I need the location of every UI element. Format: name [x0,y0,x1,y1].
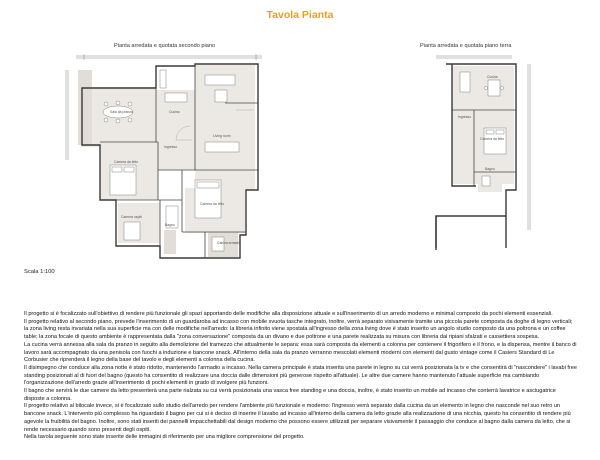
gf-room-label-bathroom: Bagno [485,167,495,171]
room-label-kitchen: Cucina [169,110,180,114]
description-paragraph: Il progetto relativo al secondo piano, prevede l'inserimento di un guardaroba ad incasso con mobile svuota tasche integrato, inoltre, verrà separato visivamente tramite una piccola parete composta da doghe di legno verticali; la zona living resta invariata nella sua superficie ma con delle modifiche nell'arredo: la libreria infinito viene spostata all'ingresso della zona living dove è stato inserito un angolo studio composto da una poltrona e un coffee table; la zona focale di questo ambiente è rappresentata dalla "zona conversazione" composta da un divano e due poltrone e una parete realizzata su misura con libreria dai ripiani sfalzati e cassettiera sospesa. [24,318,573,341]
gf-room-label-entrance: Ingresso [458,115,472,119]
gf-room-label-kitchen: Cucina [487,75,498,79]
gf-room-label-bedroom: Camera da letto [480,137,505,141]
room-label-bedroom-2: Camera da letto [200,202,225,206]
room-label-bathroom: Bagno [165,223,175,227]
description-paragraph: La cucina verrà annessa alla sala da pranzo in seguito alla demolizione del tramezzo che attualmente le separa: essa sarà composta da elementi a colonna per contenere il frigorifero e il frono, e la dispensa, mentre il banco di lavoro sarà accompagnato da una penisola con fuochi a induzione e bancone snack. All'interno della sala da pranzo verranno mescolati elementi moderni con elementi dal gusto vintage come il Casiers Standard di Le Corbusier che riprenderà il legno della base del tavolo e degli elementi a colonna della cucina. [24,341,577,364]
description-paragraph: Il progetto si è focalizzato sull'obiettivo di rendere più funzionale gli spazi apportando delle modifiche alla disposizione attuale e sull'inserimento di un arredo moderno e minimal composto da pochi elementi essenziali. [24,311,553,317]
room-label-dining: Sala da pranzo [110,110,133,114]
description-text [24,311,577,442]
description-paragraph: Il disimpegno che conduce alla zona notte è stato ridotto, mantenendo l'armadio a incasso. Nella camera principale è stata inserita una parete in legno su cui verrà posizionata la tv e che consentirà di "nascondere" i lavabi free standing posizionati al di fuori del bagno (questo ha consentito di realizzare una doccia dalle dimensioni più generose rispetto all'attuale). Le altre due camere hanno mantenuto l'attuale superficie ma cambiando l'organizzazione dell'arredo grazie all'inserimento di pochi elementi in grado di svolgere più funzioni. [24,364,577,387]
room-label-guest-room: Camera ospiti [121,215,142,219]
room-label-bedroom: Camera da letto [114,160,139,164]
description-paragraph: Nella tavola seguente sono state inserite delle immagini di riferimento per una migliore comprensione del progetto. [24,434,305,441]
room-label-closet: Cabina armadio [217,241,241,245]
second-floor-plan [60,52,275,262]
caption-ground-floor: Pianta arredata e quotata piano terra [420,43,512,49]
description-paragraph: Il progetto relativo al bilocale invece, si è focalizzato sullo studio dell'arredo per rendere l'ambiente più funzionale e moderno: l'ingresso verrà separato dalla cucina da un elemento in legno che nasconde nel suo retro un bancone snack. L'intervento più complesso ha riguardato il bagno per cui si è deciso di inserire il lavabo ad incasso all'interno della camera da letto grazie alla realizzazione di una nicchia, questo ha consentito di rendere più agevole la fruibilità del bagno. Inoltre, sono stati inseriti dei pannelli impacchettabili dal design moderno che possono essere utilizzati per separare visivamente il passaggio che conduce al bagno dalla camera da letto, che si rende necessario quando sono presenti degli ospiti. [24,403,571,433]
room-label-entrance: Ingresso [164,145,178,149]
scale-label: Scala 1:100 [24,269,55,275]
page-title: Tavola Pianta [266,9,334,21]
ground-floor-plan [425,52,535,252]
caption-second-floor: Pianta arredata e quotata secondo piano [114,43,216,49]
room-label-living: Living room [213,134,231,138]
description-paragraph: Il bagno che servirà le due camere da letto presenterà una parte rialzata su cui verrà posizionata una vasca free standing e una doccia, inoltre, è stato inserito un mobile ad incasso che conterrà lavatrice e asciugatrice disposte a colonna. [24,388,556,402]
